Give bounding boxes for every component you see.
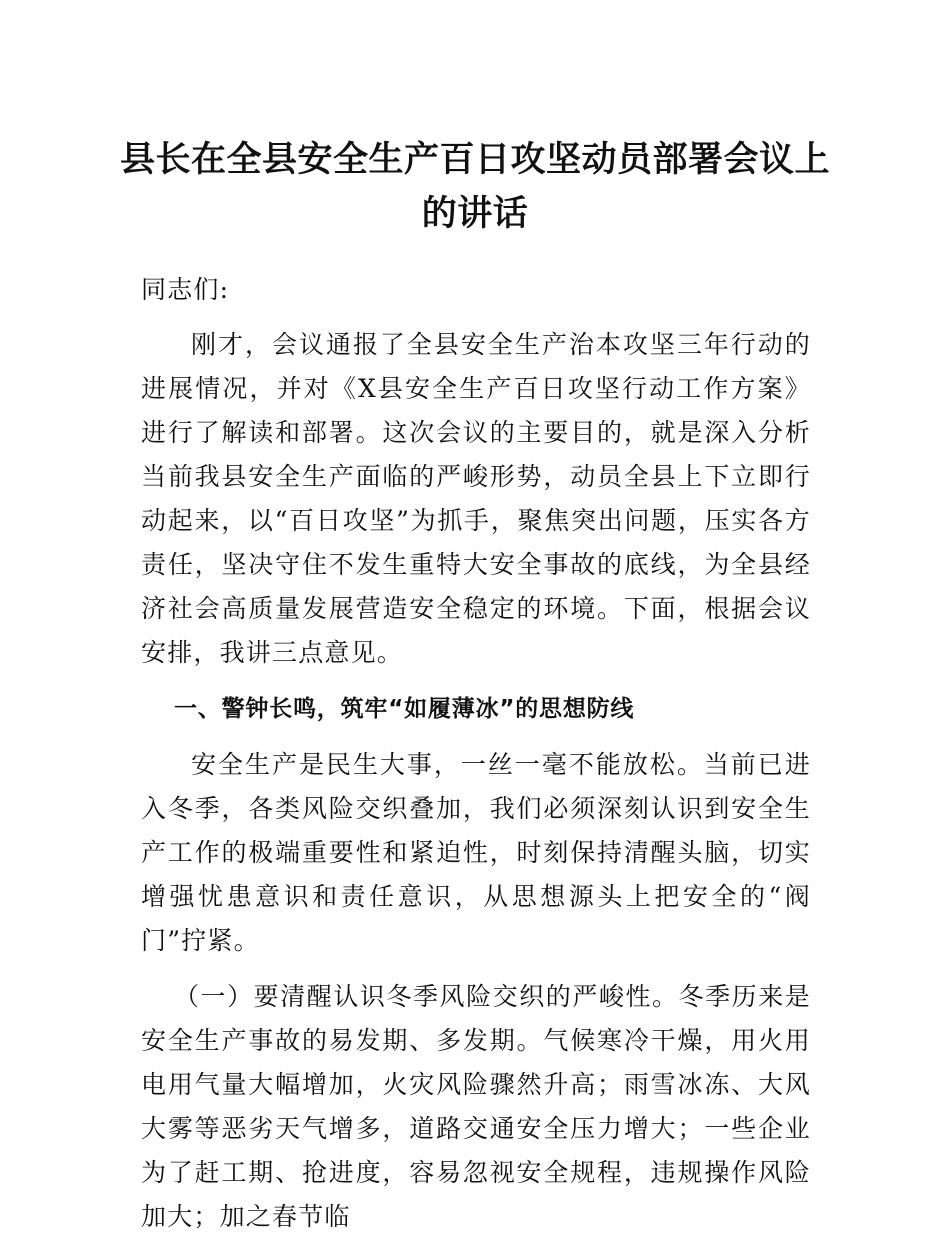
document-body: [141, 268, 811, 1239]
subsection-1-paragraph: （一）要清醒认识冬季风险交织的严峻性。冬季历来是安全生产事故的易发期、多发期。气候寒冷干燥，用火用电用气量大幅增加，火灾风险骤然升高；雨雪冰冻、大风大雾等恶劣天气增多，道路交通安全压力增大；一些企业为了赶工期、抢进度，容易忽视安全规程，违规操作风险加大；加之春节临: [141, 982, 811, 1231]
section-1-paragraph: 安全生产是民生大事，一丝一毫不能放松。当前已进入冬季，各类风险交织叠加，我们必须深刻认识到安全生产工作的极端重要性和紧迫性，时刻保持清醒头脑，切实增强忧患意识和责任意识，从思想源头上把安全的“阀门”拧紧。: [141, 750, 811, 955]
document-title: 县长在全县安全生产百日攻坚动员部署会议上的讲话: [120, 139, 831, 235]
opening-paragraph: 刚才，会议通报了全县安全生产治本攻坚三年行动的进展情况，并对《X县安全生产百日攻坚行动工作方案》进行了解读和部署。这次会议的主要目的，就是深入分析当前我县安全生产面临的严峻形势，动员全县上下立即行动起来，以“百日攻坚”为抓手，聚焦突出问题，压实各方责任，坚决守住不发生重特大安全事故的底线，为全县经济社会高质量发展营造安全稳定的环境。下面，根据会议安排，我讲三点意见。: [141, 330, 811, 667]
section-heading-1: 一、警钟长鸣，筑牢“如履薄冰”的思想防线: [174, 696, 635, 722]
salutation: 同志们:: [141, 275, 230, 304]
